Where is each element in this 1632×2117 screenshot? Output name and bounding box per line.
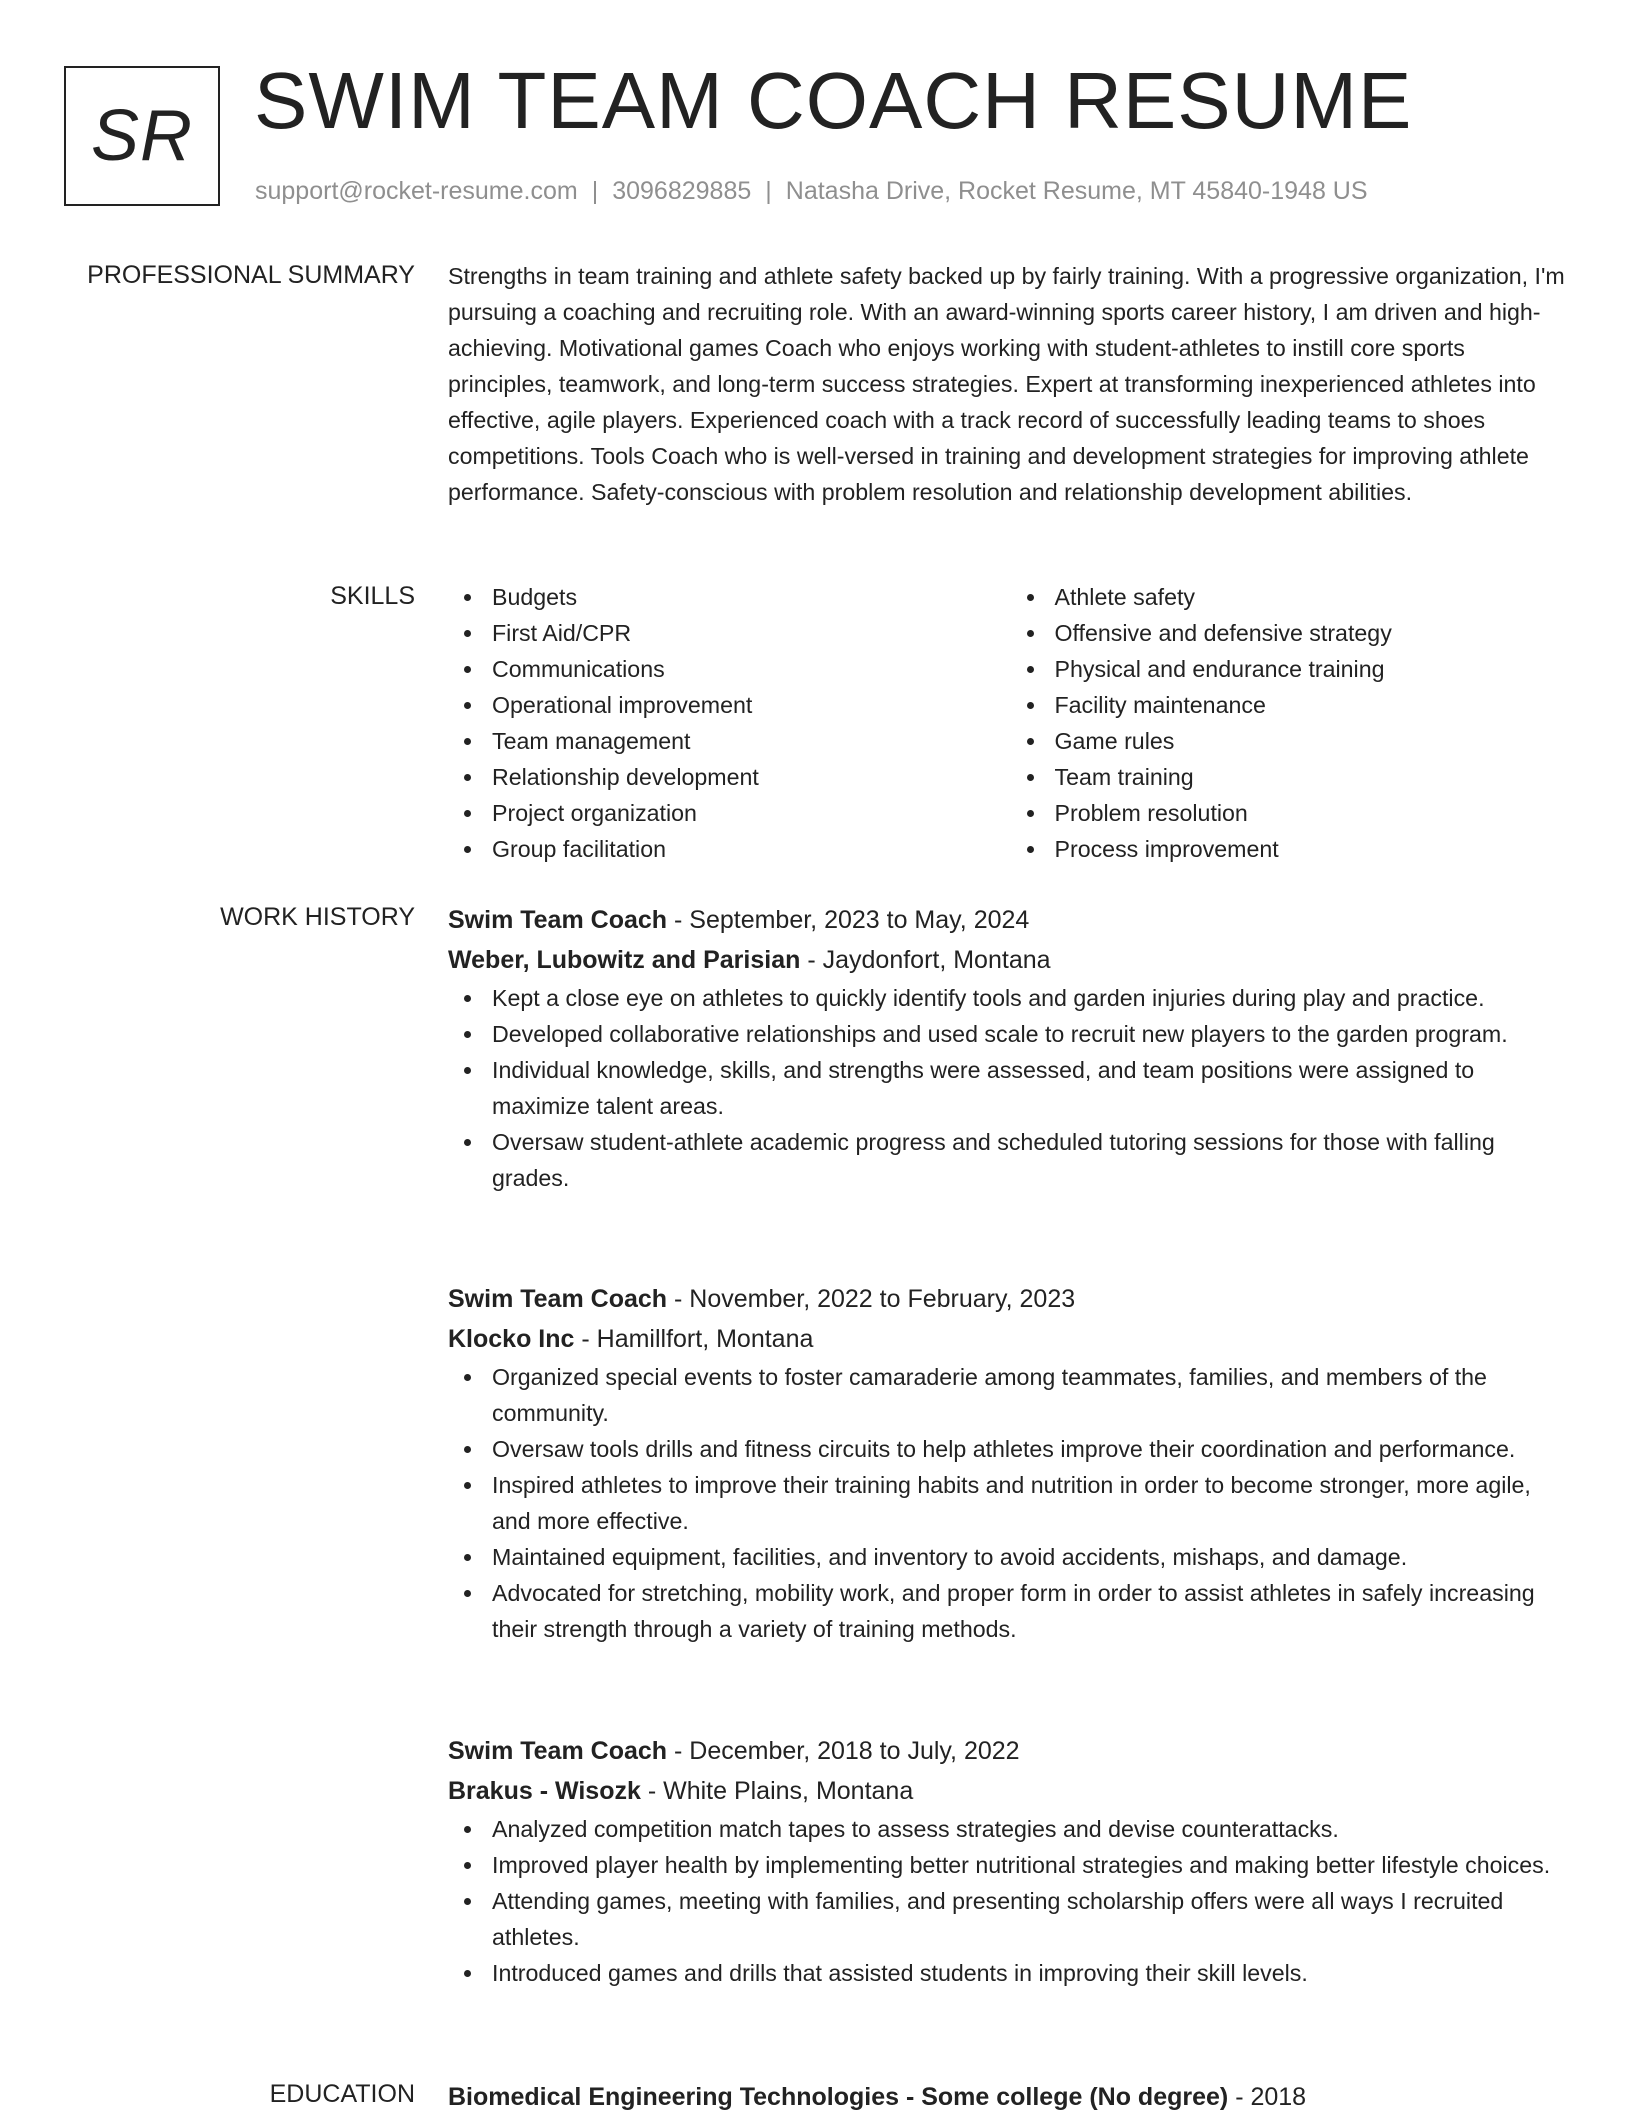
job-bullet: Attending games, meeting with families, and presenting scholarship offers were all ways I recruited athletes. — [492, 1883, 1573, 1955]
summary-text: Strengths in team training and athlete safety backed up by fairly training. With a progressive organization, I'm pursuing a coaching and recruiting role. With an award-winning sports career history, I am driven and high-achieving. Motivational games Coach who enjoys working with student-athletes to instill core sports principles, teamwork, and long-term success strategies. Expert at transforming inexperienced athletes into effective, agile players. Experienced coach with a track record of successfully leading teams to shoes competitions. Tools Coach who is well-versed in training and development strategies for improving athlete performance. Safety-conscious with problem resolution and relationship development abilities. — [448, 263, 1565, 505]
skill-item: Problem resolution — [1055, 795, 1574, 831]
skill-item: Group facilitation — [492, 831, 1011, 867]
job-bullet: Oversaw student-athlete academic progress and scheduled tutoring sessions for those with falling grades. — [492, 1124, 1573, 1196]
skill-item: Athlete safety — [1055, 579, 1574, 615]
skill-item: Team training — [1055, 759, 1574, 795]
education-year: - 2018 — [1228, 2083, 1307, 2111]
education-line — [448, 2077, 1573, 2117]
job-bullet: Improved player health by implementing better nutritional strategies and making better lifestyle choices. — [492, 1847, 1573, 1883]
job-title: Swim Team Coach — [448, 1737, 668, 1765]
page-title: SWIM TEAM COACH RESUME — [254, 56, 1413, 145]
section-label-summary: PROFESSIONAL SUMMARY — [87, 261, 415, 289]
job-bullet-list — [448, 980, 1573, 1196]
monogram-logo: SR — [64, 66, 220, 206]
skill-item: First Aid/CPR — [492, 615, 1011, 651]
job-company-line — [448, 940, 1573, 980]
job-bullet: Introduced games and drills that assisted students in improving their skill levels. — [492, 1955, 1573, 1991]
job-company: Weber, Lubowitz and Parisian — [448, 946, 801, 974]
job-bullet: Developed collaborative relationships and used scale to recruit new players to the garden program. — [492, 1016, 1573, 1052]
contact-email: support@rocket-resume.com — [255, 177, 578, 205]
job-bullet: Advocated for stretching, mobility work, and proper form in order to assist athletes in safely increasing their strength through a variety of training methods. — [492, 1575, 1573, 1647]
job-entry — [448, 900, 1573, 1196]
section-label-education: EDUCATION — [269, 2080, 415, 2108]
job-bullet: Organized special events to foster camaraderie among teammates, families, and members of the community. — [492, 1359, 1573, 1431]
job-location: - Hamillfort, Montana — [574, 1325, 814, 1353]
job-dates: - September, 2023 to May, 2024 — [667, 906, 1030, 934]
job-bullet: Analyzed competition match tapes to assess strategies and devise counterattacks. — [492, 1811, 1573, 1847]
job-bullet: Individual knowledge, skills, and strengths were assessed, and team positions were assigned to maximize talent areas. — [492, 1052, 1573, 1124]
job-bullet-list — [448, 1359, 1573, 1647]
job-bullet: Maintained equipment, facilities, and inventory to avoid accidents, mishaps, and damage. — [492, 1539, 1573, 1575]
skill-item: Budgets — [492, 579, 1011, 615]
skill-item: Game rules — [1055, 723, 1574, 759]
section-label-work-history: WORK HISTORY — [220, 903, 415, 931]
education-body — [448, 2077, 1573, 2117]
contact-line — [255, 174, 1368, 208]
contact-address: Natasha Drive, Rocket Resume, MT 45840-1948 US — [785, 177, 1368, 205]
contact-separator: | — [765, 177, 772, 205]
job-entry — [448, 1279, 1573, 1647]
skill-item: Project organization — [492, 795, 1011, 831]
summary-body — [448, 258, 1573, 510]
job-bullet: Inspired athletes to improve their training habits and nutrition in order to become stronger, more agile, and more effective. — [492, 1467, 1573, 1539]
skills-body — [448, 579, 1573, 867]
job-title-line — [448, 1731, 1573, 1771]
skills-column-left — [448, 579, 1011, 867]
skill-item: Physical and endurance training — [1055, 651, 1574, 687]
job-dates: - December, 2018 to July, 2022 — [667, 1737, 1020, 1765]
skill-item: Facility maintenance — [1055, 687, 1574, 723]
job-entry — [448, 1731, 1573, 1991]
job-dates: - November, 2022 to February, 2023 — [667, 1285, 1076, 1313]
skill-item: Process improvement — [1055, 831, 1574, 867]
skill-item: Offensive and defensive strategy — [1055, 615, 1574, 651]
skill-item: Operational improvement — [492, 687, 1011, 723]
job-bullet: Oversaw tools drills and fitness circuits to help athletes improve their coordination and performance. — [492, 1431, 1573, 1467]
job-company: Brakus - Wisozk — [448, 1777, 641, 1805]
job-title: Swim Team Coach — [448, 1285, 668, 1313]
skills-column-right — [1011, 579, 1574, 867]
contact-separator: | — [591, 177, 599, 205]
job-title-line — [448, 900, 1573, 940]
contact-phone: 3096829885 — [612, 177, 752, 205]
job-bullet-list — [448, 1811, 1573, 1991]
work-history-body — [448, 900, 1573, 1986]
section-label-skills: SKILLS — [330, 582, 415, 610]
skill-item: Relationship development — [492, 759, 1011, 795]
skill-item: Team management — [492, 723, 1011, 759]
skills-columns — [448, 579, 1573, 867]
job-company-line — [448, 1319, 1573, 1359]
skill-item: Communications — [492, 651, 1011, 687]
job-title: Swim Team Coach — [448, 906, 668, 934]
job-company-line — [448, 1771, 1573, 1811]
job-location: - White Plains, Montana — [640, 1777, 914, 1805]
job-bullet: Kept a close eye on athletes to quickly identify tools and garden injuries during play and practice. — [492, 980, 1573, 1016]
job-title-line — [448, 1279, 1573, 1319]
education-degree: Biomedical Engineering Technologies - Some college (No degree) — [448, 2083, 1229, 2111]
job-location: - Jaydonfort, Montana — [800, 946, 1051, 974]
job-company: Klocko Inc — [448, 1325, 575, 1353]
